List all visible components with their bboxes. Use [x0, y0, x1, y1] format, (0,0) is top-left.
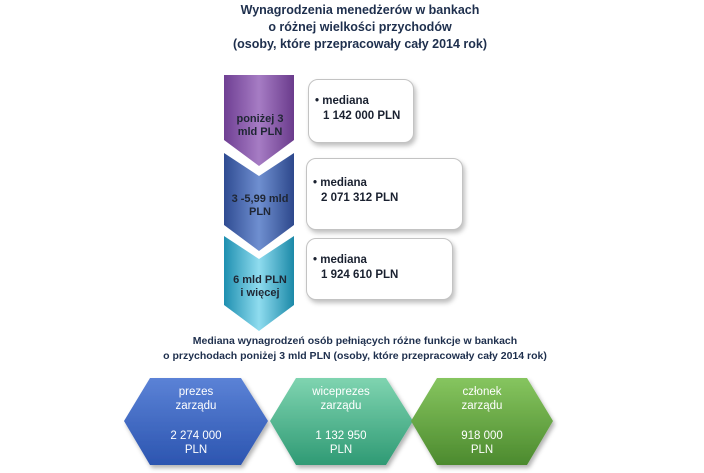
title-line-2: o różnej wielkości przychodów	[268, 20, 452, 34]
bullet-icon: •	[315, 95, 320, 107]
info-box-1-text: • mediana 1 142 000 PLN	[315, 95, 401, 122]
role-1-name: prezes	[178, 386, 214, 398]
role-2-text: wiceprezes zarządu 1 132 950 PLN	[291, 385, 391, 457]
bullet-icon: •	[313, 177, 318, 189]
subtitle-line-2: o przychodach poniżej 3 mld PLN (osoby, które przepracowały cały 2014 rok)	[163, 350, 547, 362]
info-box-2-text: • mediana 2 071 312 PLN	[313, 177, 399, 204]
bullet-icon: •	[313, 254, 318, 266]
info-box-3-text: • mediana 1 924 610 PLN	[313, 254, 399, 281]
role-3-text: członek zarządu 918 000 PLN	[432, 385, 532, 457]
role-3-name: członek	[462, 386, 502, 398]
role-1-text: prezes zarządu 2 274 000 PLN	[146, 385, 246, 457]
segment-3-label: 6 mld PLN i więcej	[233, 274, 287, 299]
title-line-1: Wynagrodzenia menedżerów w bankach	[240, 3, 480, 17]
role-2-value: 1 132 950	[315, 430, 367, 442]
segment-2-label: 3 -5,99 mld PLN	[231, 193, 289, 218]
title-line-3: (osoby, które przepracowały cały 2014 rok)	[232, 37, 488, 51]
subtitle-line-1: Mediana wynagrodzeń osób pełniących różne funkcje w bankach	[192, 335, 518, 347]
role-1-value: 2 274 000	[170, 430, 222, 442]
role-3-value: 918 000	[461, 430, 503, 442]
role-2-name: wiceprezes	[312, 386, 370, 398]
segment-1-label: poniżej 3 mld PLN	[236, 113, 284, 138]
